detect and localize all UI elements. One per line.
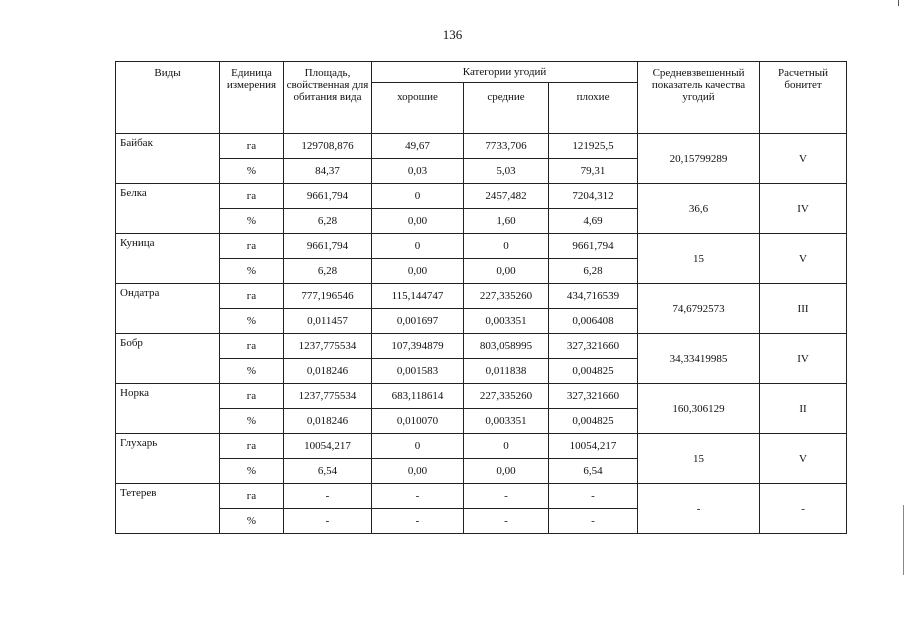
area-cell: 1237,775534	[284, 334, 372, 359]
poor-cell: 327,321660	[549, 334, 638, 359]
unit-cell: %	[220, 159, 284, 184]
good-cell: 0,001697	[372, 309, 464, 334]
table-row	[116, 284, 847, 309]
good-cell: -	[372, 509, 464, 534]
table-row	[116, 134, 847, 159]
table-row	[116, 384, 847, 409]
unit-cell: га	[220, 234, 284, 259]
species-name: Глухарь	[116, 434, 220, 484]
header-species: Виды	[116, 62, 220, 134]
species-name: Тетерев	[116, 484, 220, 534]
table-row	[116, 434, 847, 459]
quality-cell: 20,15799289	[638, 134, 760, 184]
quality-cell: 160,306129	[638, 384, 760, 434]
poor-cell: 6,28	[549, 259, 638, 284]
bonitet-cell: V	[760, 134, 847, 184]
good-cell: 0,00	[372, 259, 464, 284]
header-area: Площадь, свойственная для обитания вида	[284, 62, 372, 134]
table-row	[116, 334, 847, 359]
unit-cell: га	[220, 184, 284, 209]
header-unit: Единица измерения	[220, 62, 284, 134]
bonitet-cell: IV	[760, 184, 847, 234]
poor-cell: 9661,794	[549, 234, 638, 259]
header-categories: Категории угодий	[372, 62, 638, 83]
poor-cell: 434,716539	[549, 284, 638, 309]
medium-cell: 803,058995	[464, 334, 549, 359]
good-cell: 683,118614	[372, 384, 464, 409]
unit-cell: га	[220, 484, 284, 509]
medium-cell: 0,011838	[464, 359, 549, 384]
table-row	[116, 484, 847, 509]
poor-cell: 10054,217	[549, 434, 638, 459]
bonitet-cell: V	[760, 234, 847, 284]
unit-cell: %	[220, 309, 284, 334]
unit-cell: %	[220, 459, 284, 484]
unit-cell: %	[220, 409, 284, 434]
quality-cell: 15	[638, 234, 760, 284]
unit-cell: га	[220, 384, 284, 409]
good-cell: -	[372, 484, 464, 509]
medium-cell: 0,003351	[464, 409, 549, 434]
area-cell: 777,196546	[284, 284, 372, 309]
poor-cell: 6,54	[549, 459, 638, 484]
medium-cell: 0,003351	[464, 309, 549, 334]
quality-cell: 74,6792573	[638, 284, 760, 334]
species-name: Байбак	[116, 134, 220, 184]
area-cell: 10054,217	[284, 434, 372, 459]
area-cell: 84,37	[284, 159, 372, 184]
area-cell: 6,28	[284, 209, 372, 234]
poor-cell: 0,006408	[549, 309, 638, 334]
habitat-quality-table	[115, 61, 847, 534]
area-cell: -	[284, 484, 372, 509]
species-name: Бобр	[116, 334, 220, 384]
table-row	[116, 234, 847, 259]
bonitet-cell: III	[760, 284, 847, 334]
species-name: Норка	[116, 384, 220, 434]
medium-cell: 0	[464, 434, 549, 459]
area-cell: 1237,775534	[284, 384, 372, 409]
header-good: хорошие	[372, 83, 464, 134]
scan-mark	[903, 505, 904, 575]
header-bonitet: Расчетный бонитет	[760, 62, 847, 134]
area-cell: 9661,794	[284, 184, 372, 209]
bonitet-cell: -	[760, 484, 847, 534]
species-name: Белка	[116, 184, 220, 234]
good-cell: 0,010070	[372, 409, 464, 434]
bonitet-cell: II	[760, 384, 847, 434]
area-cell: 0,018246	[284, 409, 372, 434]
unit-cell: %	[220, 359, 284, 384]
good-cell: 0,00	[372, 209, 464, 234]
unit-cell: %	[220, 509, 284, 534]
poor-cell: 4,69	[549, 209, 638, 234]
page-number: 136	[442, 27, 463, 42]
quality-cell: -	[638, 484, 760, 534]
medium-cell: 227,335260	[464, 284, 549, 309]
quality-cell: 34,33419985	[638, 334, 760, 384]
good-cell: 0	[372, 434, 464, 459]
unit-cell: %	[220, 259, 284, 284]
unit-cell: га	[220, 284, 284, 309]
bonitet-cell: V	[760, 434, 847, 484]
good-cell: 0,03	[372, 159, 464, 184]
medium-cell: 0,00	[464, 259, 549, 284]
poor-cell: 79,31	[549, 159, 638, 184]
unit-cell: %	[220, 209, 284, 234]
unit-cell: га	[220, 434, 284, 459]
quality-cell: 15	[638, 434, 760, 484]
species-name: Ондатра	[116, 284, 220, 334]
poor-cell: 7204,312	[549, 184, 638, 209]
header-poor: плохие	[549, 83, 638, 134]
area-cell: 0,011457	[284, 309, 372, 334]
unit-cell: га	[220, 134, 284, 159]
medium-cell: 1,60	[464, 209, 549, 234]
area-cell: 6,54	[284, 459, 372, 484]
area-cell: 6,28	[284, 259, 372, 284]
area-cell: -	[284, 509, 372, 534]
good-cell: 0,00	[372, 459, 464, 484]
bonitet-cell: IV	[760, 334, 847, 384]
area-cell: 129708,876	[284, 134, 372, 159]
area-cell: 0,018246	[284, 359, 372, 384]
medium-cell: 5,03	[464, 159, 549, 184]
medium-cell: -	[464, 509, 549, 534]
good-cell: 49,67	[372, 134, 464, 159]
area-cell: 9661,794	[284, 234, 372, 259]
header-quality: Средневзвешенный показатель качества угодий	[638, 62, 760, 134]
poor-cell: -	[549, 484, 638, 509]
scan-mark	[898, 0, 899, 6]
poor-cell: 121925,5	[549, 134, 638, 159]
poor-cell: -	[549, 509, 638, 534]
good-cell: 107,394879	[372, 334, 464, 359]
poor-cell: 0,004825	[549, 409, 638, 434]
good-cell: 115,144747	[372, 284, 464, 309]
medium-cell: -	[464, 484, 549, 509]
unit-cell: га	[220, 334, 284, 359]
good-cell: 0,001583	[372, 359, 464, 384]
header-medium: средние	[464, 83, 549, 134]
medium-cell: 227,335260	[464, 384, 549, 409]
good-cell: 0	[372, 234, 464, 259]
table-row	[116, 184, 847, 209]
medium-cell: 2457,482	[464, 184, 549, 209]
medium-cell: 0	[464, 234, 549, 259]
quality-cell: 36,6	[638, 184, 760, 234]
species-name: Куница	[116, 234, 220, 284]
good-cell: 0	[372, 184, 464, 209]
medium-cell: 0,00	[464, 459, 549, 484]
poor-cell: 0,004825	[549, 359, 638, 384]
poor-cell: 327,321660	[549, 384, 638, 409]
medium-cell: 7733,706	[464, 134, 549, 159]
